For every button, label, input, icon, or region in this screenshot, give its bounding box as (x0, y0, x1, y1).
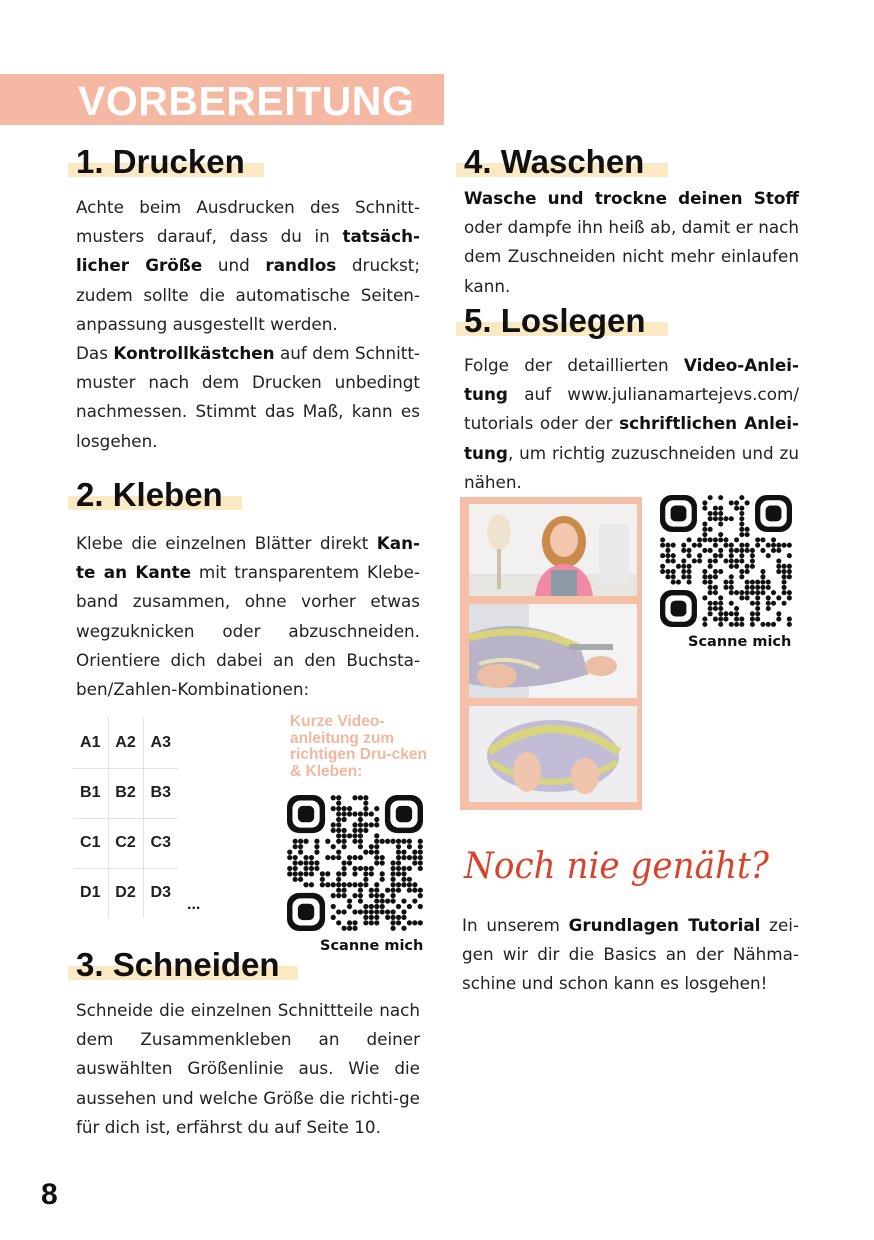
grid-cell: A2 (108, 718, 143, 768)
text-run: In unserem (462, 915, 569, 935)
kleben-text (76, 529, 420, 704)
bold-run: Kan-te an Kante (76, 533, 420, 583)
script-heading (460, 826, 780, 906)
script-heading-text: Noch nie genäht? (463, 846, 770, 887)
text-run: Das (76, 343, 114, 364)
qr-code-icon[interactable] (660, 495, 792, 627)
grid-cell: C3 (143, 818, 178, 868)
grid-cell: D2 (108, 868, 143, 918)
grid-cell: B3 (143, 768, 178, 818)
scan-label: Scanne mich (320, 938, 424, 954)
text-run: auf dem Schnitt-muster nach dem Drucken unbedingt nachmessen. Stimmt das Maß, kann es losgehen. (76, 343, 420, 451)
grid-cell: C2 (108, 818, 143, 868)
text-run: oder dampfe ihn heiß ab, damit er nach dem Zuschneiden nicht mehr einlaufen kann. (464, 217, 799, 296)
grid-ellipsis: ... (187, 896, 201, 913)
genaeht-text (462, 911, 799, 999)
bold-run: randlos (265, 255, 337, 276)
heading-drucken: 1. Drucken (76, 143, 245, 180)
grid-cell: A1 (73, 718, 108, 768)
heading-loslegen: 5. Loslegen (464, 302, 646, 339)
text-run: , um richtig zuzuschneiden und zu nähen. (464, 442, 799, 492)
text-run: Klebe die einzelnen Blätter direkt (76, 533, 377, 553)
schneiden-text: Schneide die einzelnen Schnittteile nach dem Zusammenkleben an deiner auswählten Größenlinie aus. Wie die aussehen und welche Größe die richti-ge für dich ist, erfährst du auf Seite 10. (76, 1000, 420, 1137)
scan-label: Scanne mich (688, 634, 792, 650)
qr-code-icon[interactable] (287, 795, 423, 931)
grid-cell: D1 (73, 868, 108, 918)
text-run: auf www.julianamartejevs.com/ tutorials oder der (464, 384, 799, 434)
table-row (73, 868, 178, 918)
sheet-grid (73, 718, 178, 918)
text-run: zei-gen wir dir die Basics an der Nähma-schine und schon kann es losgehen! (462, 915, 800, 994)
text-run: Achte beim Ausdrucken des Schnitt-musters darauf, dass du in (76, 197, 420, 247)
text-run: mit transparentem Klebe-band zusammen, ohne vorher etwas wegzuknicken oder abzuschneiden. Orientiere dich dabei an den Buchsta-ben/Zahlen-Kombinationen: (76, 562, 420, 700)
table-row (73, 718, 178, 768)
grid-cell: C1 (73, 818, 108, 868)
photo-fabric (469, 706, 637, 802)
photo-sewing (469, 604, 637, 698)
loslegen-text (464, 351, 799, 497)
tutorial-photo-strip (460, 497, 642, 810)
grid-cell: B2 (108, 768, 143, 818)
bold-run: Kontrollkästchen (113, 343, 275, 364)
table-row (73, 818, 178, 868)
text-run: druckst; zudem sollte die automatische Seiten-anpassung ausgestellt werden. (76, 255, 421, 334)
grid-cell: D3 (143, 868, 178, 918)
grid-cell: B1 (73, 768, 108, 818)
bold-run: Wasche und trockne deinen Stoff (464, 188, 799, 208)
text-run: Folge der detaillierten (464, 355, 684, 375)
page-title: VORBEREITUNG (78, 78, 415, 124)
text-run: und (202, 255, 266, 276)
bold-run: tatsäch-licher Größe (76, 226, 420, 276)
bold-run: schriftlichen Anlei-tung (464, 413, 799, 463)
photo-presenter (469, 504, 637, 596)
bold-run: Video-Anlei-tung (464, 355, 799, 405)
heading-schneiden: 3. Schneiden (76, 946, 280, 983)
page-number: 8 (41, 1178, 58, 1211)
video-hint: Kurze Video-anleitung zum richtigen Dru-cken & Kleben: (290, 713, 427, 780)
heading-waschen: 4. Waschen (464, 143, 645, 180)
heading-kleben: 2. Kleben (76, 476, 223, 513)
grid-cell: A3 (143, 718, 178, 768)
bold-run: Grundlagen Tutorial (568, 915, 761, 935)
table-row (73, 768, 178, 818)
drucken-text (76, 193, 420, 456)
waschen-text (464, 184, 799, 301)
